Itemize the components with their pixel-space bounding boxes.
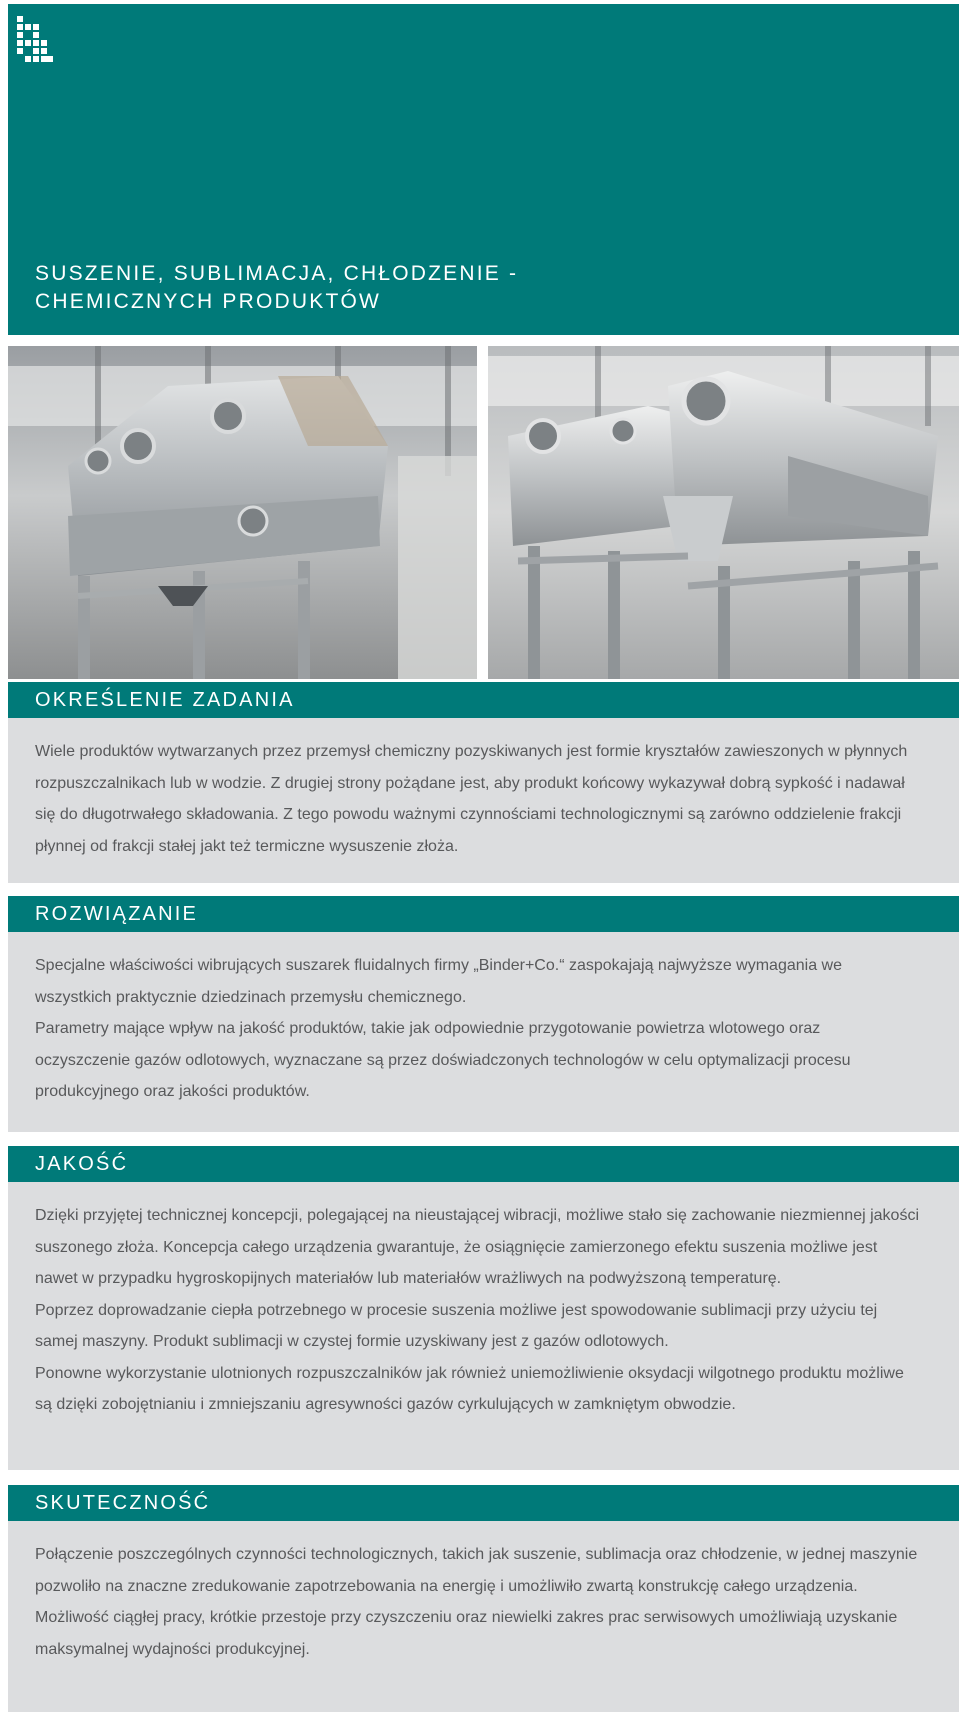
section-heading: ROZWIĄZANIE <box>8 896 959 932</box>
header-banner <box>8 4 959 335</box>
section-heading: OKREŚLENIE ZADANIA <box>8 682 959 718</box>
paragraph: Wiele produktów wytwarzanych przez przemysł chemiczny pozyskiwanych jest formie kryształów zawieszonych w płynnych rozpuszczalnikach lub w wodzie. Z drugiej strony pożądane jest, aby produkt końcowy wykazywał dobrą sypkość i nadawał się do długotrwałego składowania. Z tego powodu ważnymi czynnościami technologicznymi są zarówno oddzielenie frakcji płynnej od frakcji stałej jakt też termiczne wysuszenie złoża. <box>35 743 908 855</box>
paragraph: Ponowne wykorzystanie ulotnionych rozpuszczalników jak również uniemożliwienie oksydacji wilgotnego produktu możliwe są dzięki zobojętnianiu i zmniejszaniu agresywności gazów cyrkulujących w zamkniętym obwodzie. <box>35 1364 904 1413</box>
section-body <box>8 1521 959 1665</box>
page-title-line-2: CHEMICZNYCH PRODUKTÓW <box>35 290 382 313</box>
section-heading: JAKOŚĆ <box>8 1146 959 1182</box>
section-body <box>8 932 959 1108</box>
section-quality <box>8 1146 959 1470</box>
paragraph: Parametry mające wpływ na jakość produktów, takie jak odpowiednie przygotowanie powietrza wlotowego oraz oczyszczenie gazów odlotowych, wyznaczane są przez doświadczonych technologów w celu optymalizacji procesu produkcyjnego oraz jakości produktów. <box>35 1020 851 1100</box>
company-logo-icon <box>17 16 53 66</box>
section-body <box>8 1182 959 1421</box>
section-body <box>8 718 959 862</box>
paragraph: Dzięki przyjętej technicznej koncepcji, polegającej na nieustającej wibracji, możliwe stało się zachowanie niezmiennej jakości suszonego złoża. Koncepcja całego urządzenia gwarantuje, że osiągnięcie zamierzonego efektu suszenia możliwe jest nawet w przypadku hygroskopijnych materiałów lub materiałów wrażliwych na podwyższoną temperaturę. <box>35 1207 919 1287</box>
paragraph: Połączenie poszczególnych czynności technologicznych, takich jak suszenie, sublimacja oraz chłodzenie, w jednej maszynie pozwoliło na znaczne zredukowanie zapotrzebowania na energię i umożliwiło zwartą konstrukcję całego urządzenia. Możliwość ciągłej pracy, krótkie przestoje przy czyszczeniu oraz niewielki zakres prac serwisowych umożliwiają uzyskanie maksymalnej wydajności produkcyjnej. <box>35 1546 918 1658</box>
section-heading: SKUTECZNOŚĆ <box>8 1485 959 1521</box>
paragraph: Poprzez doprowadzanie ciepła potrzebnego w procesie suszenia możliwe jest spowodowanie sublimacji przy użyciu tej samej maszyny. Produkt sublimacji w czystej formie uzyskiwany jest z gazów odlotowych. <box>35 1301 878 1350</box>
section-solution <box>8 896 959 1132</box>
fluid-bed-dryer-photo-left <box>8 346 477 679</box>
section-task <box>8 682 959 883</box>
paragraph: Specjalne właściwości wibrujących suszarek fluidalnych firmy „Binder+Co.“ zaspokajają najwyższe wymagania we wszystkich praktycznie dziedzinach przemysłu chemicznego. <box>35 957 842 1006</box>
section-efficiency <box>8 1485 959 1712</box>
fluid-bed-dryer-photo-right <box>488 346 959 679</box>
page-title-line-1: SUSZENIE, SUBLIMACJA, CHŁODZENIE - <box>35 262 519 285</box>
page-title <box>35 260 518 316</box>
